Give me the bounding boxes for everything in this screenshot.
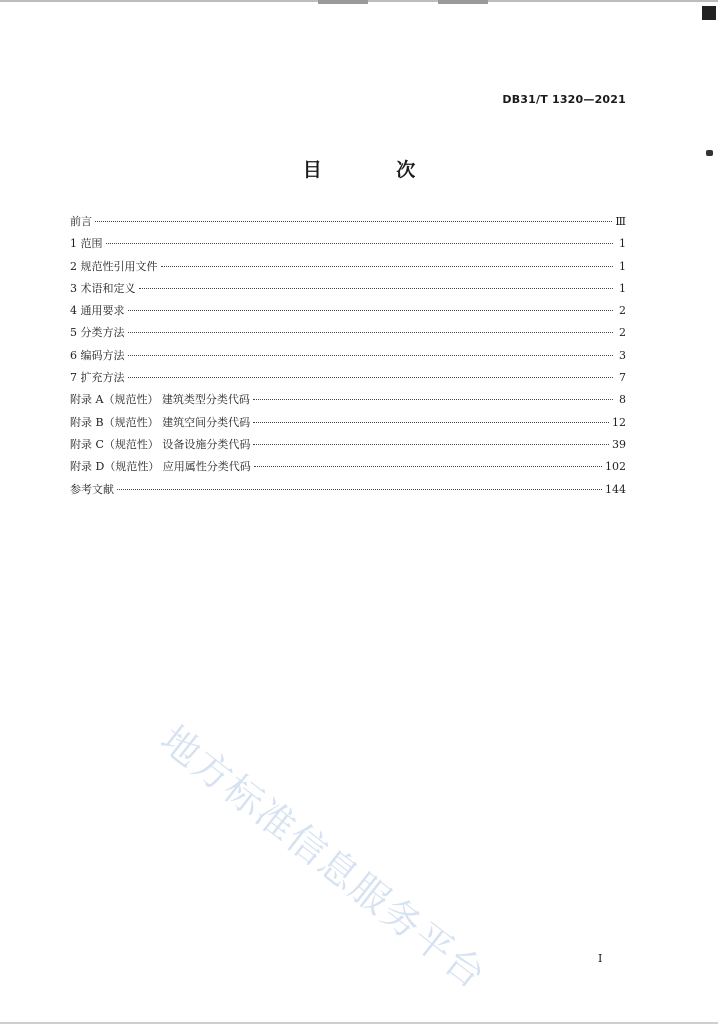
toc-entry-annex-a[interactable]	[70, 391, 626, 413]
toc-page-number: 144	[605, 482, 626, 496]
toc-label: 1 范围	[70, 237, 103, 251]
toc-label: 7 扩充方法	[70, 371, 125, 385]
toc-page-number: 1	[619, 259, 626, 273]
dot-leader	[139, 288, 614, 289]
toc-entry-foreword[interactable]	[70, 213, 626, 235]
toc-label: 5 分类方法	[70, 326, 125, 340]
toc-label: 附录 C（规范性） 设备设施分类代码	[70, 437, 251, 451]
toc-entry-terms[interactable]	[70, 280, 626, 302]
dot-leader	[128, 377, 614, 378]
toc-label: 4 通用要求	[70, 304, 125, 318]
dot-leader	[128, 310, 614, 311]
toc-page-number: 2	[619, 326, 626, 340]
watermark: 地方标准信息服务平台	[152, 717, 495, 999]
page-number: I	[598, 952, 603, 965]
toc-label: 6 编码方法	[70, 348, 125, 362]
toc-entry-annex-c[interactable]	[70, 436, 626, 458]
dot-leader	[106, 243, 614, 244]
toc-label: 2 规范性引用文件	[70, 259, 158, 273]
toc-page-number: 1	[619, 237, 626, 251]
toc-page-number: 12	[612, 415, 626, 429]
toc-label: 参考文献	[70, 482, 114, 496]
dot-leader	[253, 444, 609, 445]
toc-label: 3 术语和定义	[70, 281, 136, 295]
toc-entry-bibliography[interactable]	[70, 481, 626, 503]
toc-label: 附录 A（规范性） 建筑类型分类代码	[70, 393, 250, 407]
toc-label: 附录 B（规范性） 建筑空间分类代码	[70, 415, 251, 429]
dot-leader	[128, 332, 614, 333]
scan-artifact	[438, 0, 488, 4]
dot-leader	[161, 266, 614, 267]
toc-page-number: 7	[619, 371, 626, 385]
dot-leader	[253, 399, 613, 400]
dot-leader	[254, 466, 602, 467]
toc-label: 前言	[70, 215, 92, 228]
page-title: 目 次	[302, 159, 450, 181]
toc-page-number: 3	[619, 348, 626, 362]
toc-entry-normative-references[interactable]	[70, 258, 626, 280]
toc-page-number: 39	[612, 437, 626, 451]
toc-page-number: 102	[605, 460, 626, 474]
toc-entry-annex-d[interactable]	[70, 458, 626, 480]
toc-page-number: Ⅲ	[615, 215, 626, 228]
toc-label: 附录 D（规范性） 应用属性分类代码	[70, 460, 251, 474]
toc-page-number: 8	[619, 393, 626, 407]
table-of-contents	[70, 213, 626, 503]
toc-entry-scope[interactable]	[70, 235, 626, 257]
toc-entry-classification-method[interactable]	[70, 324, 626, 346]
toc-entry-coding-method[interactable]	[70, 347, 626, 369]
toc-page-number: 2	[619, 304, 626, 318]
dot-leader	[117, 489, 602, 490]
toc-entry-general-requirements[interactable]	[70, 302, 626, 324]
toc-page-number: 1	[619, 281, 626, 295]
standard-number: DB31/T 1320—2021	[502, 93, 626, 106]
scan-artifact	[318, 0, 368, 4]
dot-leader	[253, 422, 609, 423]
dot-leader	[128, 355, 614, 356]
dot-leader	[95, 221, 612, 222]
toc-entry-annex-b[interactable]	[70, 414, 626, 436]
toc-entry-extension-method[interactable]	[70, 369, 626, 391]
scan-corner-mark	[702, 6, 716, 20]
